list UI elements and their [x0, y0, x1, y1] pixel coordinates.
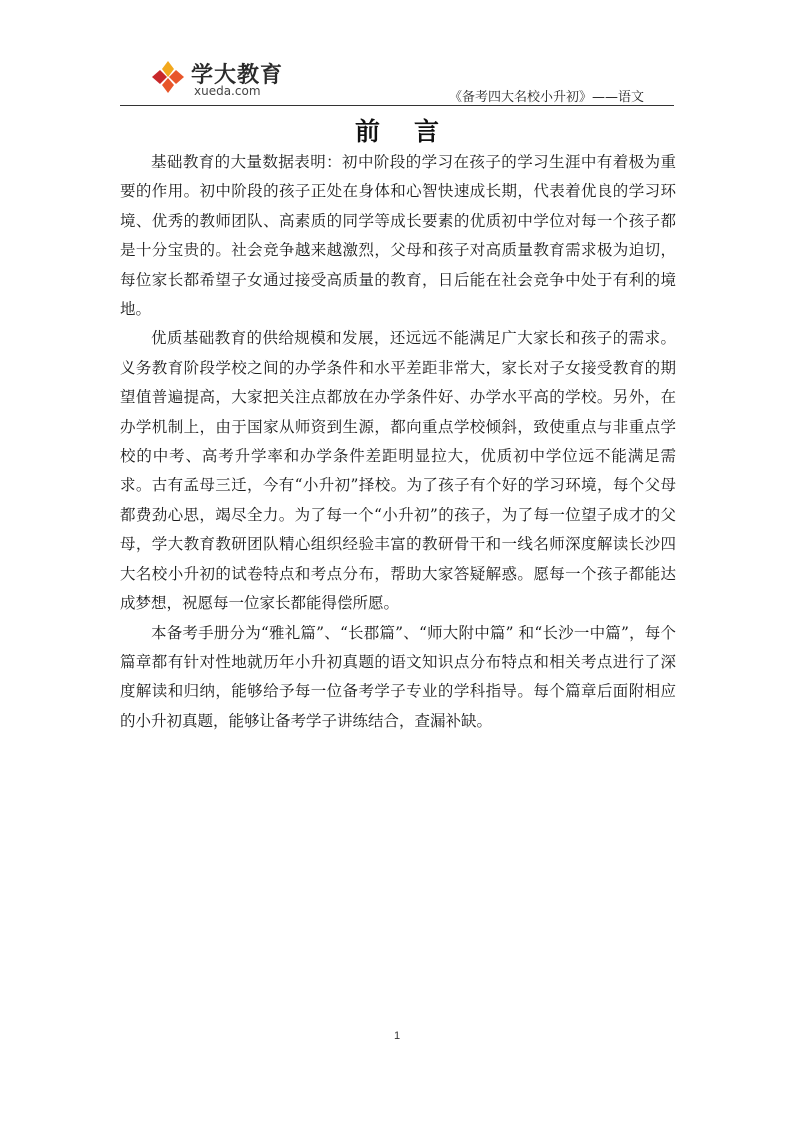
paragraph-3: 本备考手册分为“雅礼篇”、“长郡篇”、“师大附中篇” 和“长沙一中篇”，每个篇章都有针对性地就历年小升初真题的语文知识点分布特点和相关考点进行了深度解读和归纳，能够给予每一位备考学子专业的学科指导。每个篇章后面附相应的小升初真题，能够让备考学子讲练结合，查漏补缺。 — [120, 623, 676, 730]
xueda-logo-icon — [150, 60, 186, 94]
paragraph-2: 优质基础教育的供给规模和发展，还远远不能满足广大家长和孩子的需求。义务教育阶段学校之间的办学条件和水平差距非常大，家长对子女接受教育的期望值普遍提高，大家把关注点都放在办学条件好、办学水平高的学校。另外，在办学机制上，由于国家从师资到生源，都向重点学校倾斜，致使重点与非重点学校的中考、高考升学率和办学条件差距明显拉大，优质初中学位远不能满足需求。古有孟母三迁，今有“小升初”择校。为了孩子有个好的学习环境，每个父母都费劲心思，竭尽全力。为了每一个“小升初”的孩子，为了每一位望子成才的父母，学大教育教研团队精心组织经验丰富的教研骨干和一线名师深度解读长沙四大名校小升初的试卷特点和考点分布，帮助大家答疑解惑。愿每一个孩子都能达成梦想，祝愿每一位家长都能得偿所愿。 — [120, 329, 676, 613]
page-number: 1 — [393, 1030, 401, 1042]
header-divider — [120, 105, 674, 106]
document-header-title: 《备考四大名校小升初》——语文 — [448, 90, 644, 105]
page-title: 前言 — [354, 117, 473, 146]
logo-url: xueda.com — [194, 84, 261, 98]
paragraph-1: 基础教育的大量数据表明：初中阶段的学习在孩子的学习生涯中有着极为重要的作用。初中阶段的孩子正处在身体和心智快速成长期，代表着优良的学习环境、优秀的教师团队、高素质的同学等成长要素的优质初中学位对每一个孩子都是十分宝贵的。社会竞争越来越激烈，父母和孩子对高质量教育需求极为迫切，每位家长都希望子女通过接受高质量的教育，日后能在社会竞争中处于有利的境地。 — [120, 153, 676, 319]
body-content — [120, 148, 676, 736]
logo-text: 学大教育 — [191, 63, 284, 88]
xueda-logo — [150, 58, 290, 100]
